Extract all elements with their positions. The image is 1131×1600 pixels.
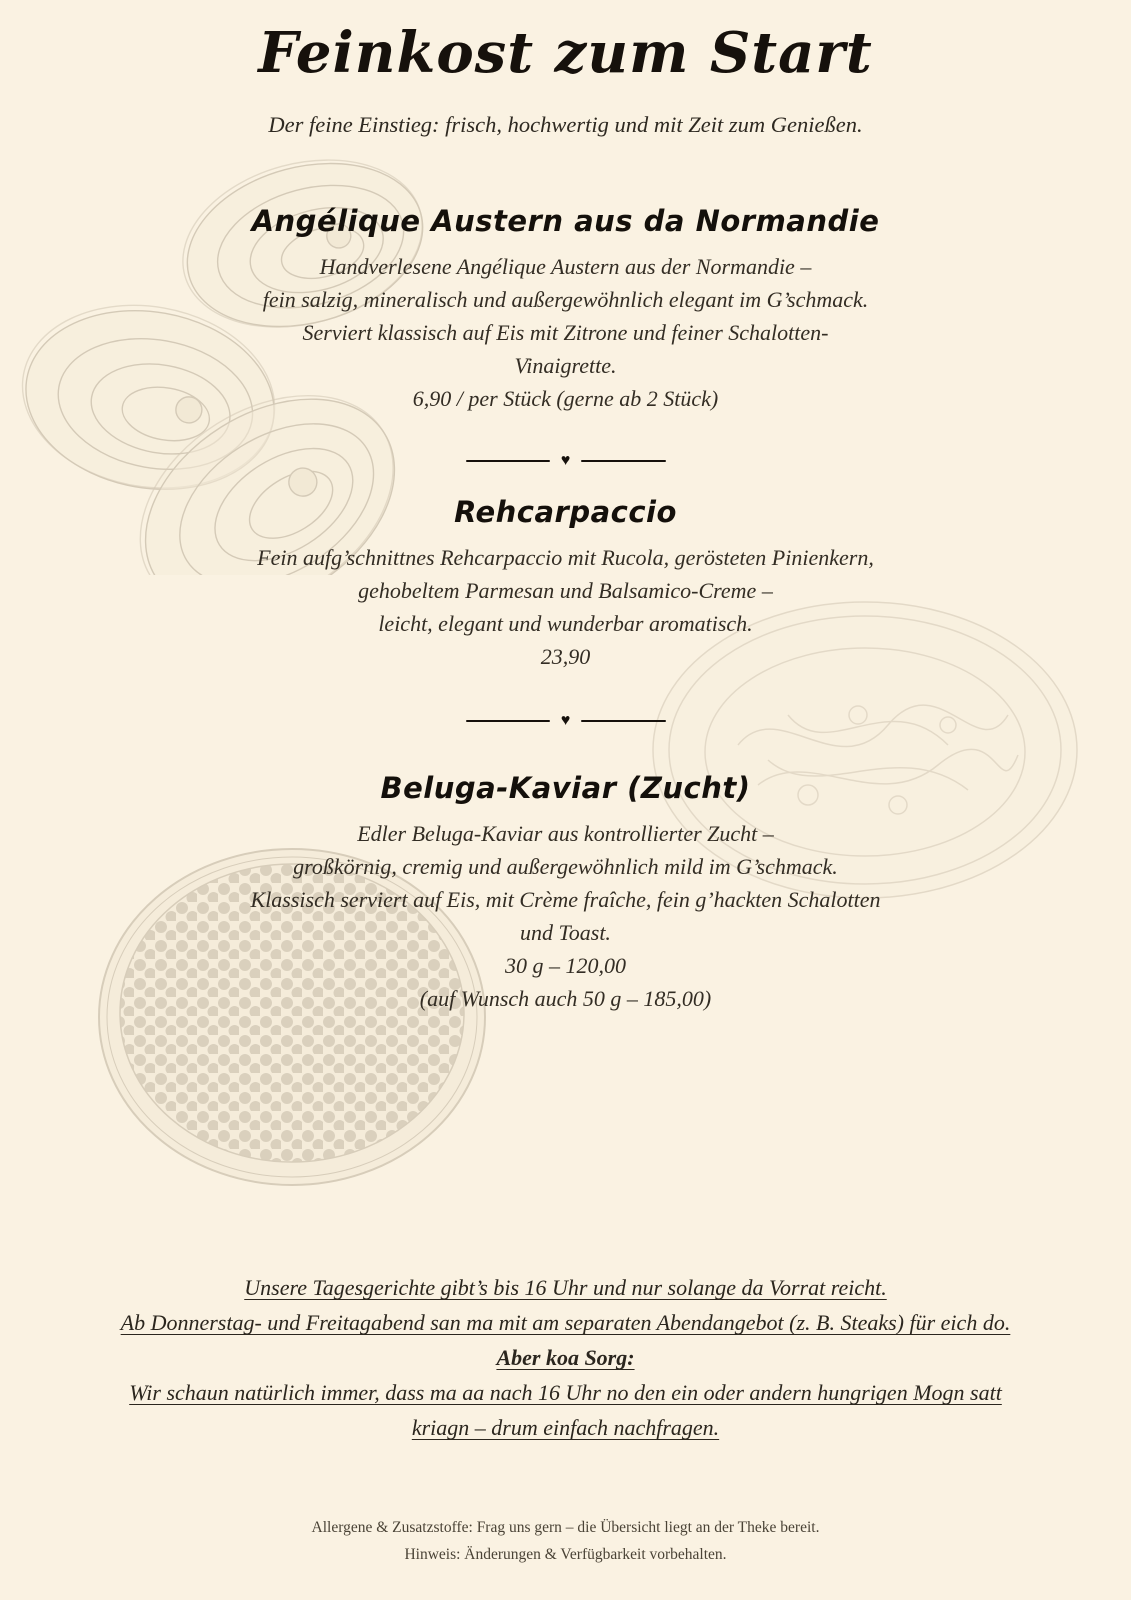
page-subtitle: Der feine Einstieg: frisch, hochwertig und mit Zeit zum Genießen. — [268, 112, 863, 138]
divider-line — [581, 460, 665, 462]
item-description-line: Handverlesene Angélique Austern aus der Normandie – — [319, 254, 812, 280]
menu-item-austern — [0, 202, 1131, 415]
menu-item-beluga-kaviar — [0, 769, 1131, 1015]
allergen-note: Allergene & Zusatzstoffe: Frag uns gern – die Übersicht liegt an der Theke bereit. — [311, 1519, 820, 1537]
note-emphasis: Aber koa Sorg: — [496, 1345, 635, 1371]
divider-line — [466, 720, 550, 722]
item-description-line: leicht, elegant und wunderbar aromatisch. — [378, 611, 753, 637]
item-description-line: Edler Beluga-Kaviar aus kontrollierter Zucht – — [357, 821, 774, 847]
item-description-line: Klassisch serviert auf Eis, mit Crème fraîche, fein g’hackten Schalotten — [250, 887, 881, 913]
item-description-line: Serviert klassisch auf Eis mit Zitrone und feiner Schalotten- — [302, 320, 829, 346]
section-divider — [466, 713, 666, 729]
item-description-line: Fein aufg’schnittnes Rehcarpaccio mit Rucola, gerösteten Pinienkern, — [257, 545, 874, 571]
note-line: Ab Donnerstag- und Freitagabend san ma mit am separaten Abendangebot (z. B. Steaks) für eich do. — [120, 1310, 1011, 1336]
divider-line — [581, 720, 665, 722]
availability-disclaimer: Hinweis: Änderungen & Verfügbarkeit vorbehalten. — [404, 1546, 727, 1564]
availability-note — [0, 1270, 1131, 1445]
note-line: kriagn – drum einfach nachfragen. — [411, 1415, 720, 1441]
page-title: Feinkost zum Start — [258, 20, 873, 86]
item-description-line: großkörnig, cremig und außergewöhnlich mild im G’schmack. — [293, 854, 838, 880]
item-description-line: gehobeltem Parmesan und Balsamico-Creme – — [358, 578, 773, 604]
section-divider — [466, 453, 666, 469]
item-price: 23,90 — [540, 644, 591, 670]
heart-icon: ♥ — [560, 452, 571, 470]
item-price: (auf Wunsch auch 50 g – 185,00) — [419, 986, 712, 1012]
item-price: 30 g – 120,00 — [505, 953, 626, 979]
item-name: Angélique Austern aus da Normandie — [251, 204, 880, 239]
item-description — [0, 541, 1131, 673]
item-name: Rehcarpaccio — [454, 495, 677, 530]
heart-icon: ♥ — [560, 712, 571, 730]
page-footer — [0, 1514, 1131, 1568]
item-price: 6,90 / per Stück (gerne ab 2 Stück) — [412, 386, 719, 412]
item-description-line: fein salzig, mineralisch und außergewöhnlich elegant im G’schmack. — [262, 287, 869, 313]
note-line: Wir schaun natürlich immer, dass ma aa nach 16 Uhr no den ein oder andern hungrigen Mogn satt — [129, 1380, 1002, 1406]
divider-line — [466, 460, 550, 462]
note-line: Unsere Tagesgerichte gibt’s bis 16 Uhr und nur solange da Vorrat reicht. — [244, 1275, 887, 1301]
item-description-line: und Toast. — [520, 920, 611, 946]
item-description — [0, 817, 1131, 1015]
menu-item-rehcarpaccio — [0, 493, 1131, 673]
item-description — [0, 250, 1131, 415]
item-description-line: Vinaigrette. — [514, 353, 617, 379]
item-name: Beluga-Kaviar (Zucht) — [380, 771, 751, 806]
